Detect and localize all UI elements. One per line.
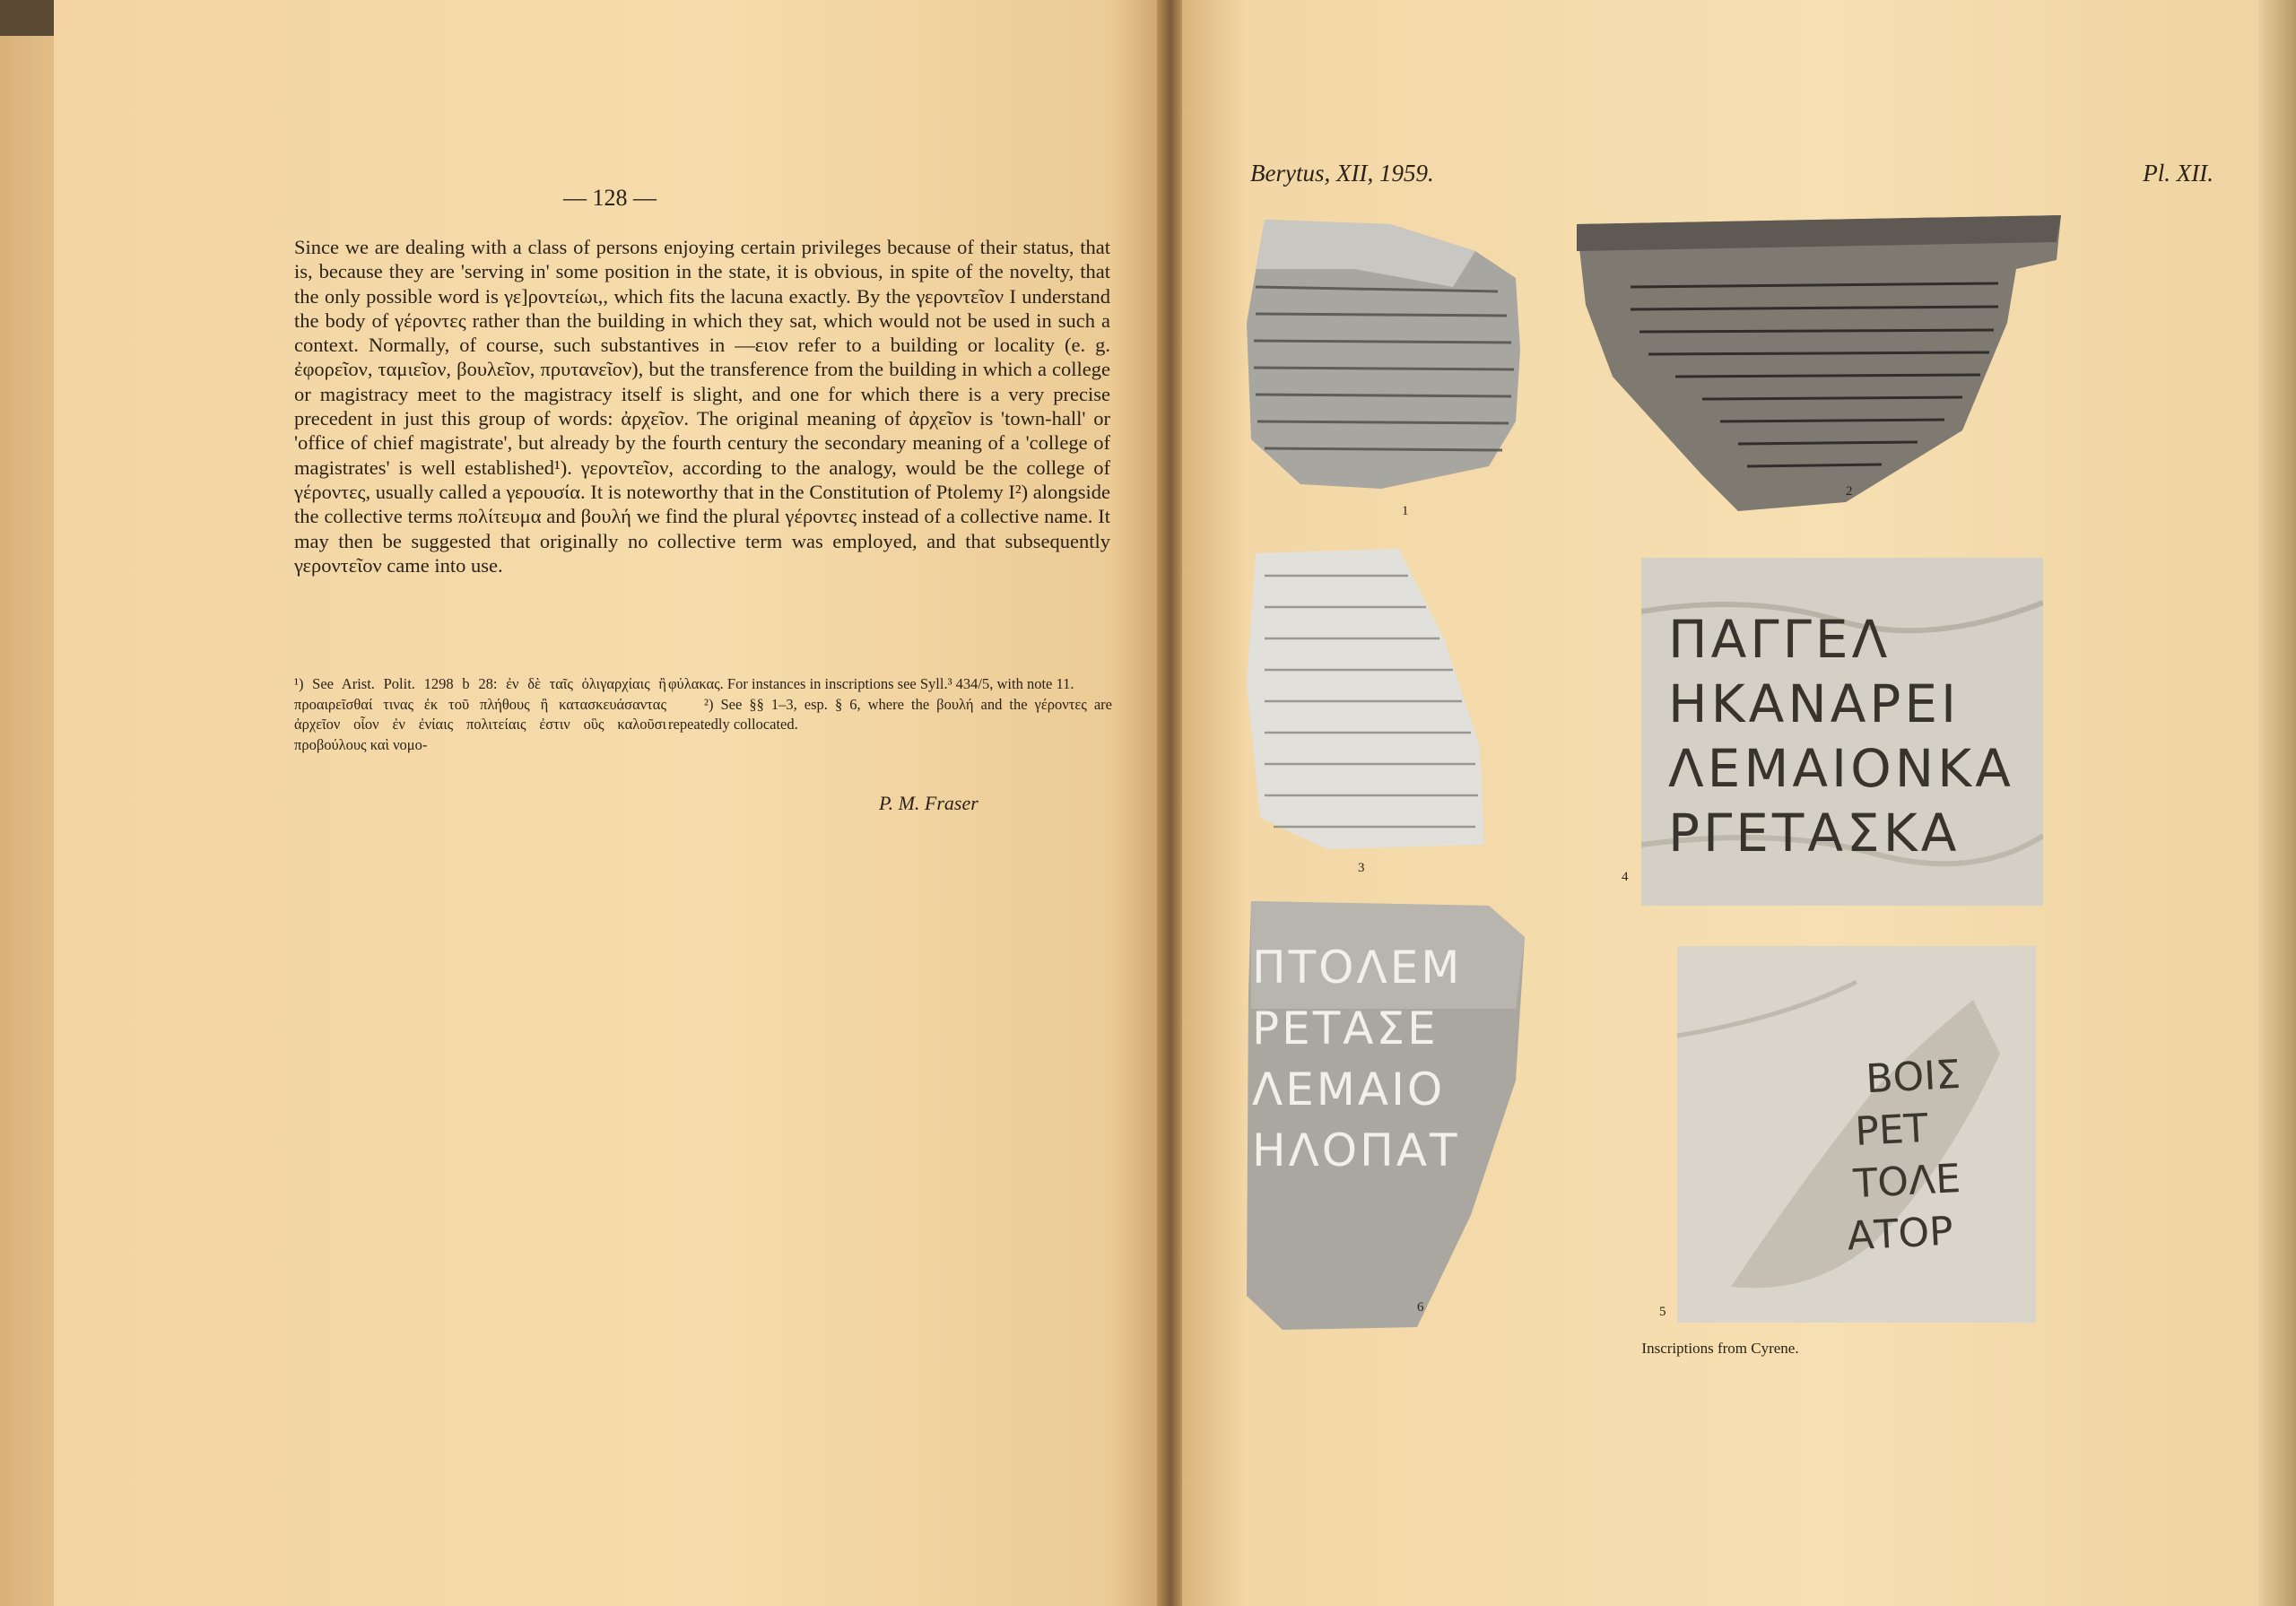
plate-5-photo <box>1677 946 2036 1323</box>
plate-caption: Inscriptions from Cyrene. <box>1641 1340 1799 1357</box>
footnote-1-continuation: φύλακας. For instances in inscriptions see Syll.³ 434/5, with note 11. <box>668 675 1074 692</box>
plate-1-photo <box>1247 215 1534 493</box>
right-page <box>1182 0 2258 1606</box>
footnote-2: ²) See §§ 1–3, esp. § 6, where the βουλή and the γέροντες are repeatedly collocated. <box>668 695 1112 733</box>
right-page-edge <box>2258 0 2296 1606</box>
plate-1-number: 1 <box>1402 504 1409 518</box>
plate-2-number: 2 <box>1846 484 1853 499</box>
page-number: — 128 — <box>563 185 657 211</box>
plate-5-line: ΤΟΛΕ <box>1852 1156 1962 1208</box>
plate-6-inscription <box>1252 937 1462 1181</box>
plate-2-photo <box>1577 206 2061 520</box>
book-gutter <box>1157 0 1184 1606</box>
plate-4-photo <box>1641 558 2043 906</box>
plate-4-line: ΛΕΜΑΙΟΝΚΑ <box>1668 738 2014 799</box>
plate-3-number: 3 <box>1358 861 1365 875</box>
body-paragraph: Since we are dealing with a class of persons enjoying certain privileges because of their status, that is, because they are 'serving in' some position in the state, it is obvious, in spite of the novelty, that the only possible word is γε]ροντείωι,, which fits the lacuna exactly. By the γεροντεῖον I understand the body of γέροντες rather than the building in which they sat, which would not be used in such a context. Normally, of course, such substantives in —ειον refer to a building or locality (e. g. ἐφορεῖον, ταμιεῖον, βουλεῖον, πρυτανεῖον), but the transference from the building in which a college or magistracy meet to the magistracy itself is slight, and one for which there is a very precise precedent in just this group of words: ἀρχεῖον. The original meaning of ἀρχεῖον is 'town-hall' or 'office of chief magistrate', but already by the fourth century the secondary meaning of a 'college of magistrates' is well established¹). γεροντεῖον, according to the analogy, would be the college of γέροντες, usually called a γερουσία. It is noteworthy that in the Constitution of Ptolemy I²) alongside the collective terms πολίτευμα and βουλή we find the plural γέροντες instead of a collective name. It may then be suggested that originally no collective term was employed, and that subsequently γεροντεῖον came into use. <box>294 236 1110 577</box>
plate-4-line: ΗΚΑΝΑΡΕΙ <box>1668 673 1961 734</box>
plate-3-photo <box>1247 549 1489 854</box>
footnote-1 <box>294 674 666 755</box>
plate-5-inscription <box>1847 1049 1970 1263</box>
author-signature: P. M. Fraser <box>879 792 978 814</box>
footnote-1-text: ¹) See Arist. Polit. 1298 b 28: ἐν δὲ ταῖς ὀλιγαρχίαις ἢ προαιρεῖσθαί τινας ἐκ τοῦ πλήθους ἢ κατασκευάσαντας ἀρχεῖον οἷον ἐν ἐνίαις πολιτείαις ἐστιν οὓς καλοῦσι προβούλους καὶ νομο- <box>294 675 666 753</box>
plate-4-line: ΠΑΓΓΕΛ <box>1668 609 1892 670</box>
plate-4-inscription <box>1668 607 2014 865</box>
journal-header: Berytus, XII, 1959. <box>1250 160 1434 187</box>
plate-6-line: ΡΕΤΑΣΕ <box>1252 1003 1439 1055</box>
plate-6-photo <box>1247 901 1543 1332</box>
plate-6-number: 6 <box>1417 1300 1424 1315</box>
plate-5-line: ΡΕΤ <box>1854 1105 1929 1156</box>
left-page <box>54 0 1166 1606</box>
footnote-column-2 <box>668 674 1112 735</box>
plate-6-line: ΠΤΟΛΕΜ <box>1252 942 1463 994</box>
plate-4-number: 4 <box>1622 870 1629 884</box>
plate-5-number: 5 <box>1659 1305 1666 1319</box>
plate-5-line: ΒΟΙΣ <box>1865 1051 1962 1103</box>
plate-6-line: ΗΛΟΠΑΤ <box>1252 1124 1460 1176</box>
plate-5-line: ΑΤΟΡ <box>1846 1208 1954 1260</box>
plate-4-line: ΡΓΕΤΑΣΚΑ <box>1668 803 1961 864</box>
plate-6-line: ΛΕΜΑΙΟ <box>1252 1063 1446 1116</box>
plate-header: Pl. XII. <box>2143 160 2213 187</box>
